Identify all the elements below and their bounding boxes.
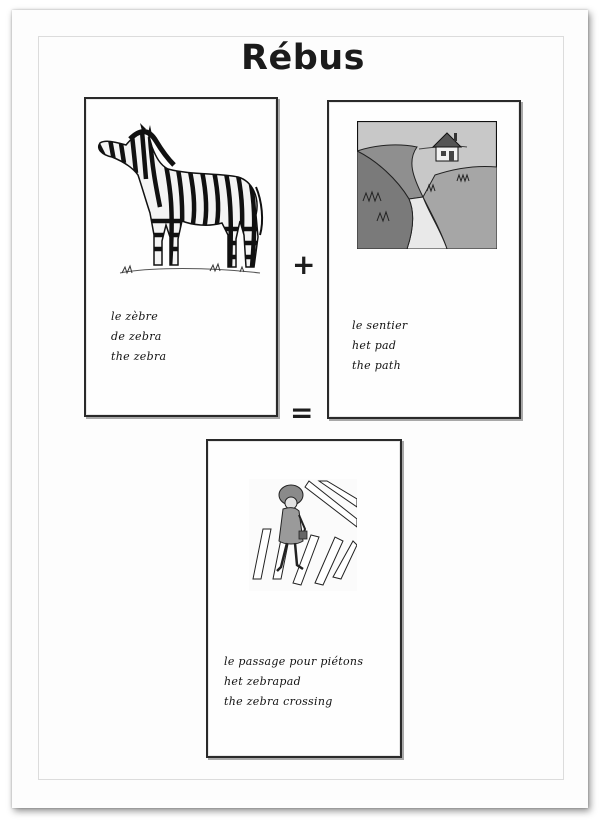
word-list-zebra-crossing [224,652,363,712]
word-dutch: het pad [352,339,397,352]
word-french: le passage pour piétons [224,655,364,668]
word-english: the zebra crossing [224,695,333,708]
word-french: le zèbre [111,310,159,323]
zebra-crossing-illustration [249,479,357,591]
card-path [327,100,521,419]
word-english: the zebra [111,350,167,363]
word-list-zebra [111,307,166,367]
word-dutch: het zebrapad [224,675,301,688]
word-dutch: de zebra [111,330,162,343]
word-french: le sentier [352,319,408,332]
word-english: the path [352,359,402,372]
path-illustration [357,121,497,249]
card-zebra-crossing [206,439,402,758]
page-title: Rébus [241,38,365,78]
zebra-illustration [90,117,266,277]
equals-sign: = [290,396,314,429]
word-list-path [352,316,407,376]
card-zebra [84,97,278,417]
plus-sign: + [292,248,316,281]
